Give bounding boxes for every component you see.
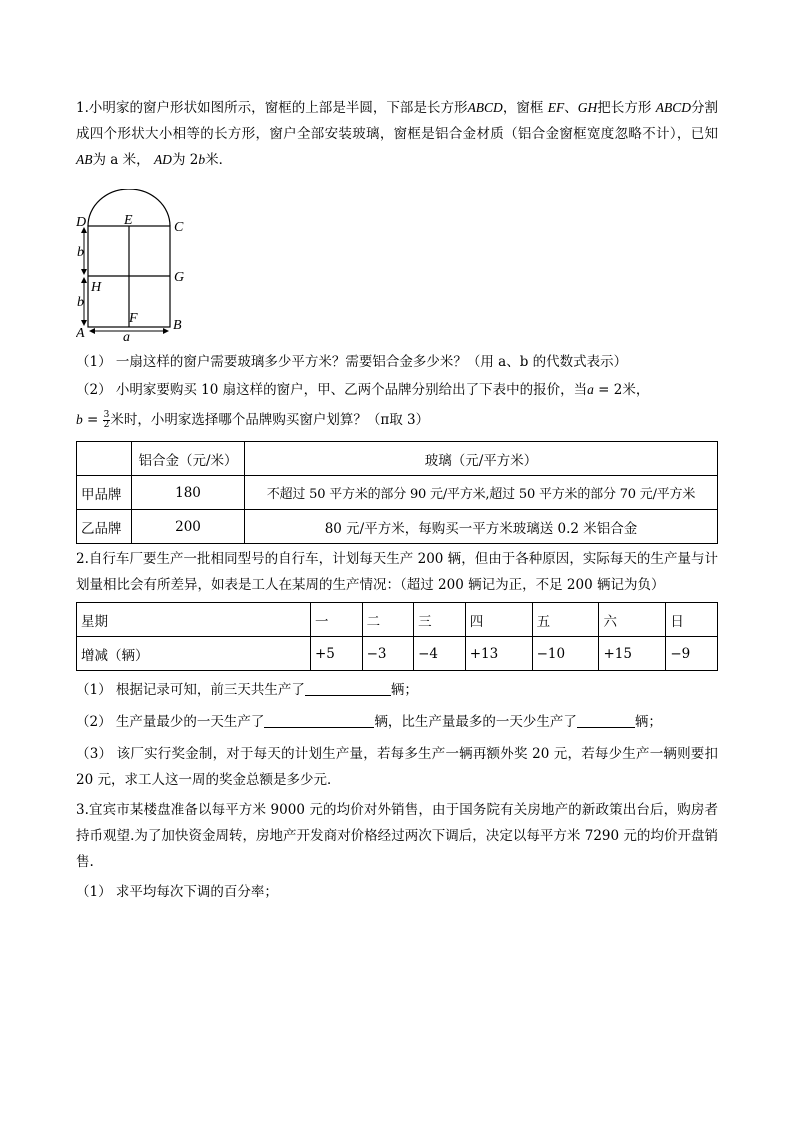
change-row: 增减（辆） +5 −3 −4 +13 −10 +15 −9 xyxy=(77,637,718,671)
q1-part1: （1） 一扇这样的窗户需要玻璃多少平方米？需要铝合金多少米？（用 a、b 的代数式表示） xyxy=(76,354,628,370)
label-E: E xyxy=(124,213,133,228)
label-A: A xyxy=(76,326,85,341)
worksheet-page xyxy=(76,95,718,905)
table-header-row: 铝合金（元/米） 玻璃（元/平方米） xyxy=(77,442,718,476)
q2-part2: （2） 生产量最少的一天生产了 辆，比生产量最多的一天少生产了 辆； xyxy=(76,714,662,730)
label-B: B xyxy=(173,318,182,333)
label-D: D xyxy=(76,215,87,230)
window-figure xyxy=(76,189,718,341)
label-H: H xyxy=(91,280,102,295)
q3-stem: 3.宜宾市某楼盘准备以每平方米 9000 元的均价对外销售，由于国务院有关房地产的新政策出台后，购房者持币观望.为了加快资金周转，房地产开发商对价格经过两次下调后，决定以每平方米 7290 元的均价开盘销售. xyxy=(76,802,718,870)
label-b-lower: b xyxy=(77,295,84,310)
q2-part1: （1） 根据记录可知，前三天共生产了 辆； xyxy=(76,682,418,698)
q3-part1: （1） 求平均每次下调的百分率； xyxy=(76,884,278,900)
weekday-row: 星期 一 二 三 四 五 六 日 xyxy=(77,603,718,637)
window-diagram xyxy=(76,189,196,341)
q2-part3: （3） 该厂实行奖金制，对于每天的计划生产量，若每多生产一辆再额外奖 20 元，若每少生产一辆则要扣 20 元，求工人这一周的奖金总额是多少元． xyxy=(76,746,718,788)
answer-blank[interactable] xyxy=(305,680,391,696)
q1-part2-line1: （2） 小明家要购买 10 扇这样的窗户，甲、乙两个品牌分别给出了下表中的报价，当a = 2米， xyxy=(76,382,650,398)
label-b-upper: b xyxy=(77,245,84,260)
label-F: F xyxy=(129,311,138,326)
answer-blank[interactable] xyxy=(577,712,635,728)
q1-stem: 1.小明家的窗户形状如图所示，窗框的上部是半圆，下部是长方形ABCD，窗框 EF、GH把长方形 ABCD分割成四个形状大小相等的长方形，窗户全部安装玻璃，窗框是铝合金材质（铝合金窗框宽度忽略不计），已知AB为 a 米， AD为 2b米． xyxy=(76,100,719,168)
price-table xyxy=(76,441,718,544)
production-table xyxy=(76,602,718,671)
label-C: C xyxy=(174,220,184,235)
label-a: a xyxy=(123,330,130,341)
answer-blank[interactable] xyxy=(264,712,374,728)
q1-part2-line2: b = $\frac{3}{2}$ 米时，小明家选择哪个品牌购买窗户划算？（π取 3） xyxy=(76,410,430,430)
fraction-3-2: $\frac{3}{2}$ xyxy=(103,410,110,430)
table-row: 乙品牌 200 80 元/平方米，每购买一平方米玻璃送 0.2 米铝合金 xyxy=(77,510,718,544)
table-row: 甲品牌 180 不超过 50 平方米的部分 90 元/平方米,超过 50 平方米的部分 70 元/平方米 xyxy=(77,476,718,510)
label-G: G xyxy=(174,270,185,285)
q2-stem: 2.自行车厂要生产一批相同型号的自行车，计划每天生产 200 辆，但由于各种原因，实际每天的生产量与计划量相比会有所差异，如表是工人在某周的生产情况：（超过 200 辆记为正，不足 200 辆记为负） xyxy=(76,551,718,593)
